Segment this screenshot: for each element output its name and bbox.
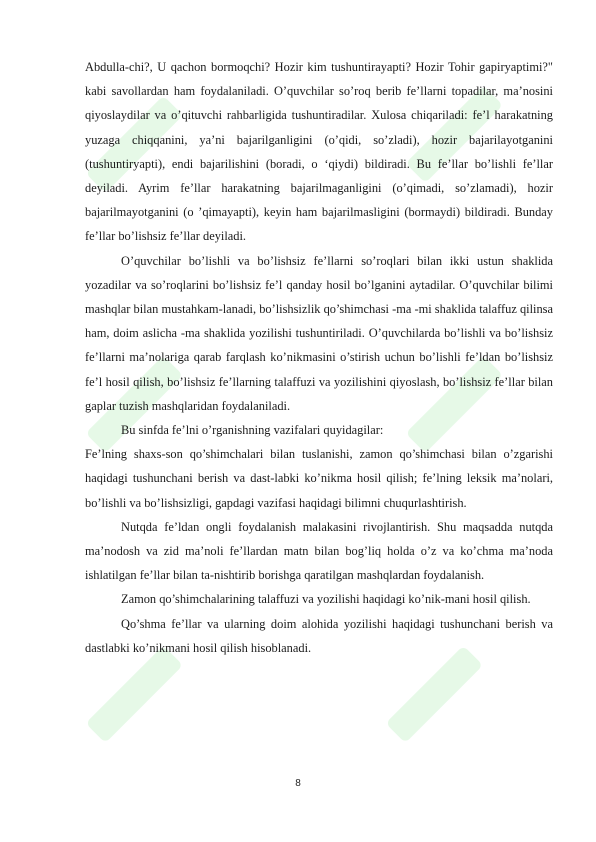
page-number: 8 bbox=[295, 778, 301, 789]
paragraph-4: Fe’lning shaxs-son qo’shimchalari bilan tuslanishi, zamon qo’shimchasi bilan o’zgarishi haqidagi tushunchani berish va dast-labki ko’nikma hosil qilish; fe’lning leksik ma’nolari, bo’lishli va bo’lishsizligi, gapdagi vazifasi haqidagi bilimni chuqurlashtirish. bbox=[85, 447, 553, 510]
paragraph-7: Qo’shma fe’llar va ularning doim alohida yozilishi haqidagi tushunchani berish va dastlabki ko’nikmani hosil qilish hisoblanadi. bbox=[85, 616, 553, 655]
paragraph-2: O’quvchilar bo’lishli va bo’lishsiz fe’llarni so’roqlari bilan ikki ustun shaklida yozadilar va so’roqlarini bo’lishsiz fe’l qanday hosil bo’lganini aytadilar. O’quvchilar bilimi mashqlar bilan mustahkam-lanadi, bo’lishsizlik qo’shimchasi -ma -mi shaklida talaffuz qilinsa ham, doim aslicha -ma shaklida yozilishi tushuntiriladi. O’quvchilarda bo’lishli va bo’lishsiz fe’llarni ma’nolariga qarab farqlash ko’nikmasini o’stirish uchun bo’lishli fe’ldan bo’lishsiz fe’l hosil qilish, bo’lishsiz fe’llarning talaffuzi va yozilishini qiyoslash, bo’lishsiz fe’llar bilan gaplar tuzish mashqlaridan foydalaniladi. bbox=[85, 253, 553, 413]
document-body bbox=[85, 55, 553, 660]
paragraph-5: Nutqda fe’ldan ongli foydalanish malakasini rivojlantirish. Shu maqsadda nutqda ma’nodosh va zid ma’noli fe’llardan matn bilan bog’liq holda o’z va ko’chma ma’noda ishlatilgan fe’llar bilan ta-nishtirib borishga qaratilgan mashqlardan foydalanish. bbox=[85, 519, 553, 583]
paragraph-1: Abdulla-chi?, U qachon bormoqchi? Hozir kim tushuntirayapti? Hozir Tohir gapiryaptimi?" kabi savollardan ham foydalaniladi. O’quvchilar so’roq berib fe’llarni topadilar, ma’nosini qiyoslaydilar va o’qituvchi rahbarligida tushuntiradilar. Xulosa chiqariladi: fe’l harakatning yuzaga chiqqanini, ya’ni bajarilganligini (o’qidi, so’zladi), hozir bajarilayotganini (tushuntiryapti), endi bajarilishini (boradi, o ‘qiydi) bildiradi. Bu fe’llar bo’lishli fe’llar deyiladi. Ayrim fe’llar harakatning bajarilmaganligini (o’qimadi, so’zlamadi), hozir bajarilmayotganini (o ’qimayapti), keyin ham bajarilmasligini (bormaydi) bildiradi. Bunday fe’llar bo’lishsiz fe’llar deyiladi. bbox=[85, 60, 553, 244]
paragraph-6: Zamon qo’shimchalarining talaffuzi va yozilishi haqidagi ko’nik-mani hosil qilish. bbox=[121, 592, 531, 607]
paragraph-3: Bu sinfda fe’lni o’rganishning vazifalari quyidagilar: bbox=[121, 423, 384, 438]
